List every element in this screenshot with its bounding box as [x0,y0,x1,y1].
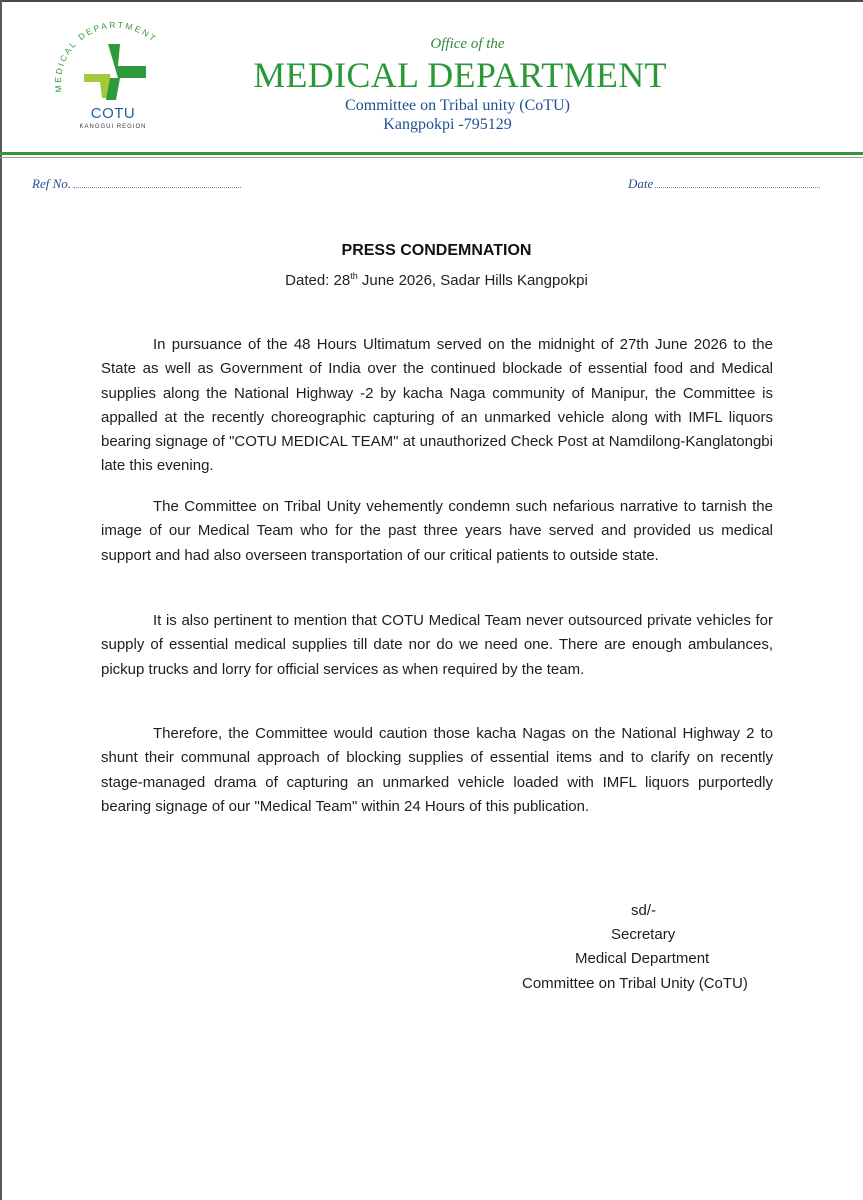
document-title: PRESS CONDEMNATION [341,242,532,259]
left-border [0,0,2,1200]
logo-caption [48,106,178,132]
logo-arc-textpath: MEDICAL DEPARTMENT [52,19,160,93]
date-dotted-line [655,177,820,188]
top-border [0,0,863,2]
logo-name: COTU [90,105,136,122]
office-of-label: Office of the [430,36,505,52]
dated-superscript: th [350,271,358,281]
signature-designation: Secretary [611,926,676,943]
ref-no-field [32,176,241,192]
signature-department: Medical Department [575,950,710,967]
ref-no-dotted-line [73,177,241,188]
body-paragraph-2: The Committee on Tribal Unity vehemently condemn such nefarious narrative to tarnish the image of our Medical Team who for the past three years have served and provided us medical support and had also overseen transportation of our critical patients to outside state. [101,498,773,564]
dated-suffix: June 2026, Sadar Hills Kangpokpi [357,272,588,289]
date-field [628,176,820,192]
dated-line [0,271,863,289]
header-rule-green [0,152,863,155]
office-address: Kangpokpi -795129 [383,116,512,133]
committee-name: Committee on Tribal unity (CoTU) [345,97,570,114]
ref-no-label: Ref No. [32,176,71,191]
dated-prefix: Dated: 28 [285,272,351,289]
body-paragraph-1: In pursuance of the 48 Hours Ultimatum served on the midnight of 27th June 2026 to the State as well as Government of India over the continued blockade of essential food and Medical supplies along the National Highway -2 by kacha Naga community of Manipur, the Committee is appalled at the recently choreographic capturing of an unmarked vehicle along with IMFL liquors bearing signage of "COTU MEDICAL TEAM" at unauthorized Check Post at Namdilong-Kanglatongbi late this evening. [101,336,773,475]
body-paragraph-4: Therefore, the Committee would caution those kacha Nagas on the National Highway 2 to shunt their communal approach of blocking supplies of essential items and to clarify on recently stage-managed drama of capturing an unmarked vehicle loaded with IMFL liquors purportedly bearing signage of our "Medical Team" within 24 Hours of this publication. [101,725,773,815]
signature-sd: sd/- [631,902,657,919]
body-paragraph-3: It is also pertinent to mention that COTU Medical Team never outsourced private vehicles for supply of essential medical supplies till date nor do we need one. There are enough ambulances, pickup trucks and lorry for official services as when required by the team. [101,612,773,678]
logo-region: KANGGUI REGION [79,124,147,130]
department-title: MEDICAL DEPARTMENT [253,55,667,95]
signature-organisation: Committee on Tribal Unity (CoTU) [522,975,748,992]
header-rule-gray [0,157,863,158]
letterhead-heading [170,34,695,135]
date-label: Date [628,176,654,191]
cotu-logo [48,16,180,138]
